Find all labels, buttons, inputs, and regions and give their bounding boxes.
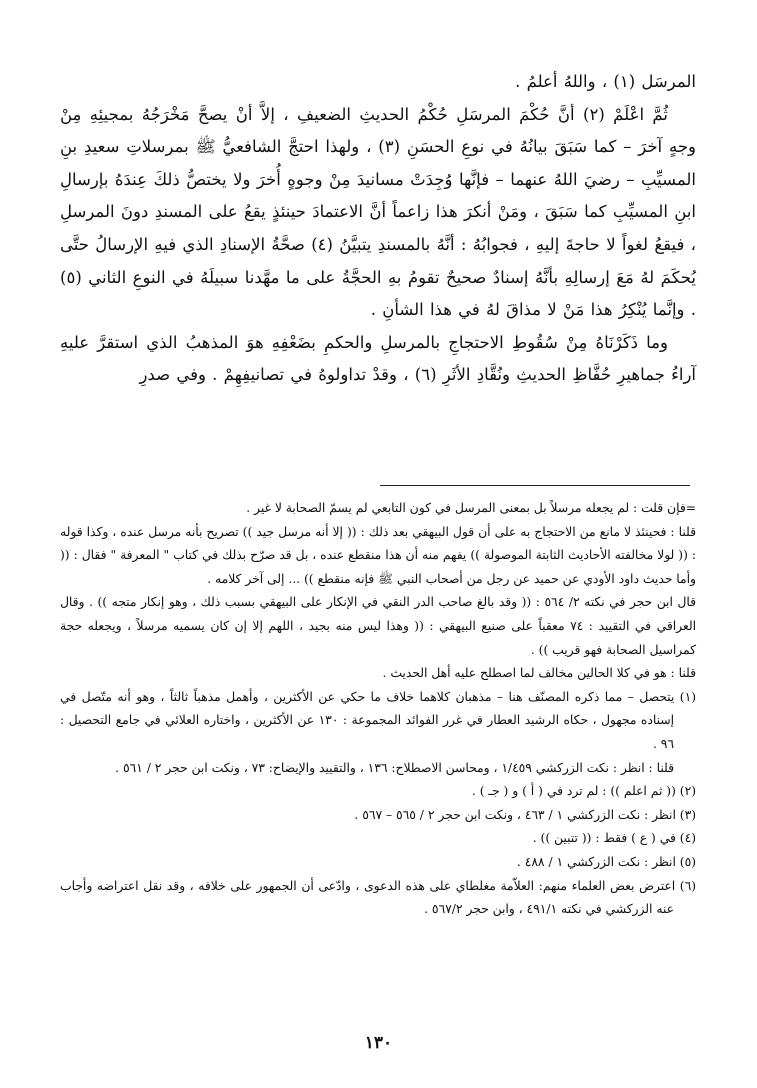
main-paragraph-3: وما ذَكَرْنَاهُ مِنْ سُقُوطِ الاحتجاجِ بالمرسلِ والحكمِ بضَعْفِهِ هوَ المذهبُ الذي استقرَّ عليهِ آراءُ جماهيرِ حُفَّاظِ الحديثِ ونُقَّادِ الأثَرِ (٦) ، وقدْ تداولوهُ في تصانيفِهِمْ . وفي صدرِ xyxy=(60,332,696,385)
footnote-5: (٥) انظر : نكت الزركشي ١ / ٤٨٨ . xyxy=(516,854,696,869)
footnote-4: (٤) في ( ع ) فقط : (( تتبين )) . xyxy=(532,831,696,846)
footnote-continuation-4: قلنا : هو في كلا الحالين مخالف لما اصطلح عليه أهل الحديث . xyxy=(382,666,696,681)
footnote-2: (٢) (( ثم اعلم )) : لم ترد في ( أ ) و ( جـ ) . xyxy=(471,784,696,799)
footnote-6: (٦) اعترض بعض العلماء منهم: العلاّمة مغلطاي على هذه الدعوى ، وادّعى أن الجمهور على خلافه ، وقد نقل اعتراضه وأجاب عنه الزركشي في نكته ٤٩١/١ ، وابن حجر ٥٦٧/٢ . xyxy=(60,878,696,917)
footnote-continuation-1: =فإن قلت : لم يجعله مرسلاً بل بمعنى المرسل في كون التابعي لم يسمّ الصحابة لا غير . xyxy=(246,501,696,515)
footnote-continuation-3: قال ابن حجر في نكته ٢/ ٥٦٤ : (( وقد بالغ صاحب الدر النقي في الإنكار على البيهقي بسبب ذلك ، وهو إنكار متجه )) . وقال العراقي في التقييد : ٧٤ معقباً على صنيع البيهقي : (( وهذا ليس منه بجيد ، اللهم إلا إن كان يسميه مرسلاً ، ويجعله حجة كمراسيل الصحابة فهو قريب )) . xyxy=(60,595,696,657)
footnote-1-references: قلنا : انظر : نكت الزركشي ١/٤٥٩ ، ومحاسن الاصطلاح: ١٣٦ ، والتقييد والإيضاح: ٧٣ ، ونكت ابن حجر ٢ / ٥٦١ . xyxy=(115,760,674,775)
footnote-3: (٣) انظر : نكت الزركشي ١ / ٤٦٣ ، ونكت ابن حجر ٢ / ٥٦٥ – ٥٦٧ . xyxy=(354,807,696,822)
main-line-1: المرسَل (١) ، واللهُ أعلمُ . xyxy=(515,72,696,91)
page-number: ١٣٠ xyxy=(364,1033,393,1053)
footnote-divider xyxy=(380,485,690,486)
footnote-continuation-2: قلنا : فحينئذ لا مانع من الاحتجاج به على أن قول البيهقي بعد ذلك : (( إلا أنه مرسل جيد )) تصريح بأنه مرسل عنده ، وكذا قوله : (( لولا مخالفته الأحاديث الثابتة الموصولة )) يفهم منه أن هذا منقطع عنده ، بل قد صرّح بذلك في كتاب " المعرفة " فقال : (( وأما حديث داود الأودي عن حميد عن رجل من أصحاب النبي ﷺ فإنه منقطع )) ... إلى آخر كلامه . xyxy=(60,524,696,586)
footnotes xyxy=(60,497,696,922)
main-paragraph-2: ثُمَّ اعْلَمْ (٢) أنَّ حُكْمَ المرسَلِ حُكْمُ الحديثِ الضعيفِ ، إلاَّ أنْ يصحَّ مَخْرَجُهُ بمجيئِهِ مِنْ وجهٍ آخرَ – كما سَبَقَ بيانُهُ في نوعِ الحسَنِ (٣) ، ولهذا احتجَّ الشافعيُّ ﷺ بمرسلاتِ سعيدِ بنِ المسيِّبِ – رضيَ اللهُ عنهما – فإنَّها وُجِدَتْ مسانيدَ مِنْ وجوهٍ أُخرَ ولا يختصُّ ذلكَ عِندَهُ بإرسالِ ابنِ المسيِّبِ كما سَبَقَ ، ومَنْ أنكرَ هذا زاعماً أنَّ الاعتمادَ حينئذٍ يقعُ على المسندِ دونَ المرسلِ ، فيقعُ لغواً لا حاجةَ إليهِ ، فجوابُهُ : أنَّهُ بالمسندِ يتبيَّنُ (٤) صحَّةُ الإسنادِ الذي فيهِ الإرسالُ حتَّى يُحكَمَ لهُ مَعَ إرسالِهِ بأنَّهُ إسنادٌ صحيحٌ تقومُ بهِ الحجَّةُ على ما مهَّدنا سبيلَهُ في النوعِ الثاني (٥) . وإنَّما يُنْكِرُ هذا مَنْ لا مذاقَ لهُ في هذا الشأنِ . xyxy=(60,104,697,320)
footnote-1: (١) يتحصل – مما ذكره المصنّف هنا – مذهبان كلاهما خلاف ما حكي عن الأكثرين ، وأهمل مذهباً ثالثاً ، وهو أنه متّصل في إسناده مجهول ، حكاه الرشيد العطار في غرر الفوائد المجموعة : ١٣٠ عن الأكثرين ، واختاره العلائي في جامع التحصيل : ٩٦ . xyxy=(60,689,696,751)
main-text xyxy=(60,66,696,392)
